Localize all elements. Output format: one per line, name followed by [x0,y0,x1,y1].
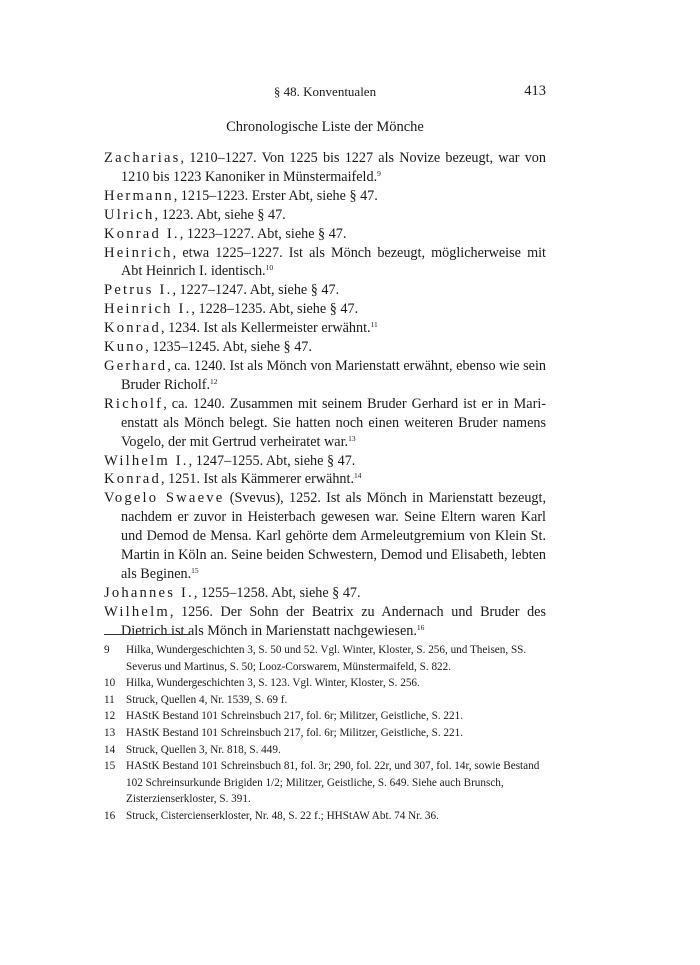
footnote-number: 14 [104,743,116,756]
monk-list [104,149,546,641]
entry-text: (Svevus), 1252. Ist als Mönch in Marienstatt bezeugt, nachdem er zuvor in Heisterbach gewesen war. Seine Eltern waren Karl und Demod de Mensa. Karl gehörte dem Armeleutgremium von Klein St. Martin in Köln an. Seine beiden Schwestern, Demod und Elisabeth, lebten als Beginen. [121,490,547,582]
entry-text: , 1255–1258. Abt, siehe § 47. [193,584,361,601]
footnote-ref[interactable]: 16 [416,622,425,632]
list-item [104,281,546,300]
footnote [104,808,546,825]
monk-name: Ulrich [104,206,155,223]
monk-name: Richolf [104,395,164,412]
footnote-ref[interactable]: 15 [191,565,199,575]
list-item [104,338,546,357]
footnote-text: Struck, Cistercienserkloster, Nr. 48, S. 22 f.; HHStAW Abt. 74 Nr. 36. [126,809,439,822]
footnote [104,642,546,675]
list-item [104,187,546,206]
entry-text: , 1210–1227. Von 1225 bis 1227 als Novize bezeugt, war von 1210 bis 1223 Kanoniker in Münstermaifeld. [121,150,546,185]
monk-name: Konrad [104,320,161,337]
entry-text: , ca. 1240. Ist als Mönch von Marienstatt erwähnt, ebenso wie sein Bruder Richolf. [121,357,546,393]
footnote-ref[interactable]: 9 [377,168,381,178]
monk-name: Hermann [104,187,174,204]
list-item [104,300,546,319]
monk-name: Kuno [104,339,146,356]
footnote-text: HAStK Bestand 101 Schreinsbuch 217, fol. 6r; Militzer, Geistliche, S. 221. [126,710,464,723]
footnote-number: 16 [104,809,116,822]
footnote-ref[interactable]: 12 [210,376,218,386]
monk-name: Heinrich [104,244,173,261]
footnote-divider [104,634,190,635]
footnote-ref[interactable]: 13 [348,433,356,443]
running-header-section: § 48. Konventualen [273,84,377,99]
monk-name: Konrad I. [104,225,180,242]
monk-name: Zacharias [104,150,181,166]
footnotes [104,642,546,825]
monk-name: Vogelo Swaeve [104,490,225,507]
monk-name: Petrus I. [104,282,173,299]
footnote [104,742,546,759]
footnote-ref[interactable]: 11 [370,320,378,330]
list-item [104,470,546,489]
footnote-number: 15 [104,760,116,773]
footnote [104,708,546,725]
list-item [104,489,546,584]
footnote-number: 12 [104,710,116,723]
footnote-number: 11 [104,693,115,706]
list-item [104,584,546,603]
entry-text: , 1247–1255. Abt, siehe § 47. [188,452,356,469]
footnote-text: Struck, Quellen 3, Nr. 818, S. 449. [126,743,281,756]
monk-name: Konrad [104,471,161,488]
list-item [104,206,546,225]
footnote-text: HAStK Bestand 101 Schreinsbuch 217, fol. 6r; Militzer, Geistliche, S. 221. [126,726,464,739]
list-item [104,149,546,187]
monk-name: Heinrich I. [104,301,192,318]
list-title: Chronologische Liste der Mönche [226,119,424,135]
footnote [104,725,546,742]
page-number: 413 [524,83,546,99]
entry-text: , 1251. Ist als Kämmerer erwähnt. [160,471,355,488]
footnote-number: 10 [104,677,116,690]
list-item [104,319,546,338]
entry-text: , 1215–1223. Erster Abt, siehe § 47. [173,187,378,204]
running-header [104,84,546,104]
list-item [104,225,546,244]
entry-text: , 1256. Der Sohn der Beatrix zu Andernach und Bruder des Dietrich ist als Mönch in Marienstatt nachgewiesen. [121,603,546,639]
footnote-number: 13 [104,726,116,739]
footnote [104,692,546,709]
list-item [104,452,546,471]
list-item [104,395,546,452]
footnote-text: Hilka, Wundergeschichten 3, S. 50 und 52. Vgl. Winter, Kloster, S. 256, und Theisen, SS. Severus und Martinus, S. 50; Looz-Corswarem, Münstermaifeld, S. 822. [126,644,527,673]
monk-name: Gerhard [104,357,168,374]
footnote-text: Struck, Quellen 4, Nr. 1539, S. 69 f. [126,693,288,706]
footnote-number: 9 [104,644,110,656]
footnote-text: HAStK Bestand 101 Schreinsbuch 81, fol. 3r; 290, fol. 22r, und 307, fol. 14r, sowie Bestand 102 Schreinsurkunde Brigiden 1/2; Militzer, Geistliche, S. 649. Siehe auch Brunsch, Zisterzienserkloster, S. 391. [126,760,540,806]
monk-name: Wilhelm I. [104,452,189,469]
monk-name: Johannes I. [104,584,194,601]
entry-text: , 1223–1227. Abt, siehe § 47. [179,225,347,242]
list-item [104,244,546,282]
entry-text: , 1235–1245. Abt, siehe § 47. [145,339,312,356]
footnote-text: Hilka, Wundergeschichten 3, S. 123. Vgl. Winter, Kloster, S. 256. [126,677,420,690]
footnote-ref[interactable]: 10 [265,263,274,273]
entry-text: , 1234. Ist als Kellermeister erwähnt. [160,320,371,337]
footnote [104,675,546,692]
footnote-ref[interactable]: 14 [354,471,362,481]
entry-text: , 1223. Abt, siehe § 47. [154,206,286,223]
entry-text: , ca. 1240. Zusammen mit seinem Bruder Gerhard ist er in Marienstatt als Mönch belegt. Sie hatten noch einen weiteren Bruder namens Vogelo, der mit Gertrud verheiratet war. [121,395,546,450]
entry-text: , etwa 1225–1227. Ist als Mönch bezeugt, möglicherweise mit Abt Heinrich I. identisch. [121,244,546,280]
entry-text: , 1227–1247. Abt, siehe § 47. [172,282,340,299]
monk-name: Wilhelm [104,603,170,620]
entry-text: , 1228–1235. Abt, siehe § 47. [191,301,359,318]
footnote [104,758,546,808]
list-item [104,357,546,395]
